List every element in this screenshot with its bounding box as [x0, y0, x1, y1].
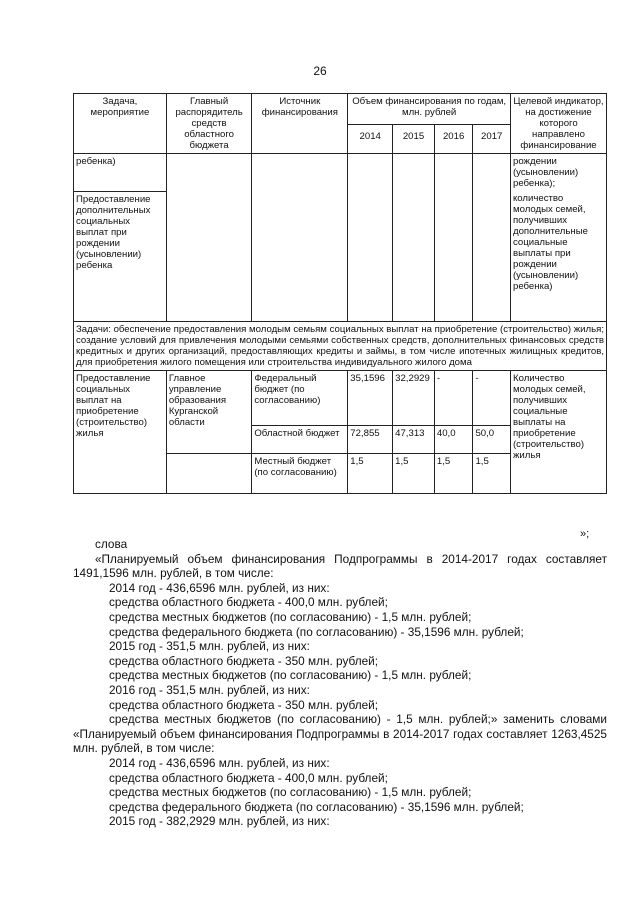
text-line: средства областного бюджета - 350 млн. рублей;: [109, 653, 379, 668]
cell-task: Предоставление дополнительных социальных выплат при рождении (усыновлении) ребенка: [74, 191, 167, 321]
financing-table: [73, 93, 607, 494]
cell-source: Областной бюджет: [252, 425, 348, 453]
text-line: 2015 год - 351,5 млн. рублей, из них:: [109, 639, 310, 654]
text-line: слова: [95, 537, 128, 551]
table-row: [74, 321, 607, 370]
text-line: 2014 год - 436,6596 млн. рублей, из них:: [109, 755, 330, 770]
text-line: средства областного бюджета - 400,0 млн. рублей;: [109, 595, 388, 610]
header-volume: Объем финансирования по годам, млн. рублей: [348, 94, 511, 125]
text-line: средства областного бюджета - 400,0 млн. рублей;: [109, 770, 388, 785]
cell-indicator: количество молодых семей, получивших дополнительные социальные выплаты при рождении (усыновлении) ребенка): [510, 191, 606, 321]
text-line: средства федерального бюджета (по согласованию) - 35,1596 млн. рублей;: [109, 799, 524, 814]
text-line: средства областного бюджета - 350 млн. рублей;: [109, 697, 379, 712]
header-year: 2015: [393, 124, 435, 153]
header-year: 2016: [434, 124, 473, 153]
cell-value: 1,5: [348, 453, 393, 493]
text-line: средства местных бюджетов (по согласованию) - 1,5 млн. рублей;: [109, 668, 472, 683]
cell-value: 1,5: [434, 453, 473, 493]
quote-end: »;: [580, 528, 590, 540]
cell-value: 72,855: [348, 425, 393, 453]
cell-value: 47,313: [393, 425, 435, 453]
text-line: 2016 год - 351,5 млн. рублей, из них:: [109, 682, 310, 697]
table-header-row: [74, 94, 607, 125]
cell-value: 32,2929: [393, 370, 435, 425]
cell-value: 1,5: [393, 453, 435, 493]
header-year: 2014: [348, 124, 393, 153]
table-row: [74, 370, 607, 425]
cell-task: ребенка): [74, 154, 167, 192]
cell-indicator: рождении (усыновлении) ребенка);: [510, 154, 606, 192]
text-line: 2015 год - 382,2929 млн. рублей, из них:: [109, 814, 330, 829]
cell-value: 1,5: [473, 453, 511, 493]
cell-value: 50,0: [473, 425, 511, 453]
text-line: 2014 год - 436,6596 млн. рублей, из них:: [109, 580, 330, 595]
cell-source: Местный бюджет (по согласованию): [252, 453, 348, 493]
cell-task: Предоставление социальных выплат на приобретение (строительство) жилья: [74, 370, 167, 493]
cell-value: 35,1596: [348, 370, 393, 425]
tasks-text: Задачи: обеспечение предоставления молодым семьям социальных выплат на приобретение (строительство) жилья; создание условий для привлечения молодыми семьями собственных средств, дополнительных финансовых средств кредитных и других организаций, предоставляющих кредиты и займы, в том числе ипотечных жилищных кредитов, для приобретения жилого помещения или строительства индивидуального жилого дома: [74, 321, 607, 370]
header-year: 2017: [473, 124, 511, 153]
cell-manager: Главное управление образования Курганской области: [166, 370, 252, 453]
amendment-text: [73, 537, 607, 829]
cell-value: 40,0: [434, 425, 473, 453]
header-source: Источник финансирования: [252, 94, 348, 154]
text-line: средства местных бюджетов (по согласованию) - 1,5 млн. рублей;: [109, 785, 472, 800]
text-line: средства федерального бюджета (по согласованию) - 35,1596 млн. рублей;: [109, 624, 524, 639]
cell-value: -: [434, 370, 473, 425]
cell-value: -: [473, 370, 511, 425]
table-row: [74, 154, 607, 192]
text-line: средства местных бюджетов (по согласованию) - 1,5 млн. рублей;» заменить словами «Планируемый объем финансирования Подпрограммы в 2014-2017 годах составляет 1263,4525 млн. рублей, в том числе:: [73, 712, 607, 756]
text-line: «Планируемый объем финансирования Подпрограммы в 2014-2017 годах составляет 1491,1596 млн. рублей, в том числе:: [73, 551, 607, 581]
header-task: Задача, мероприятие: [74, 94, 167, 154]
cell-indicator: Количество молодых семей, получивших социальные выплаты на приобретение (строительство) жилья: [510, 370, 606, 493]
text-line: средства местных бюджетов (по согласованию) - 1,5 млн. рублей;: [109, 609, 472, 624]
page-number: 26: [313, 64, 327, 78]
header-indicator: Целевой индикатор, на достижение которого направлено финансирование: [510, 94, 606, 154]
header-manager: Главный распорядитель средств областного бюджета: [166, 94, 252, 154]
cell-source: Федеральный бюджет (по согласованию): [252, 370, 348, 425]
